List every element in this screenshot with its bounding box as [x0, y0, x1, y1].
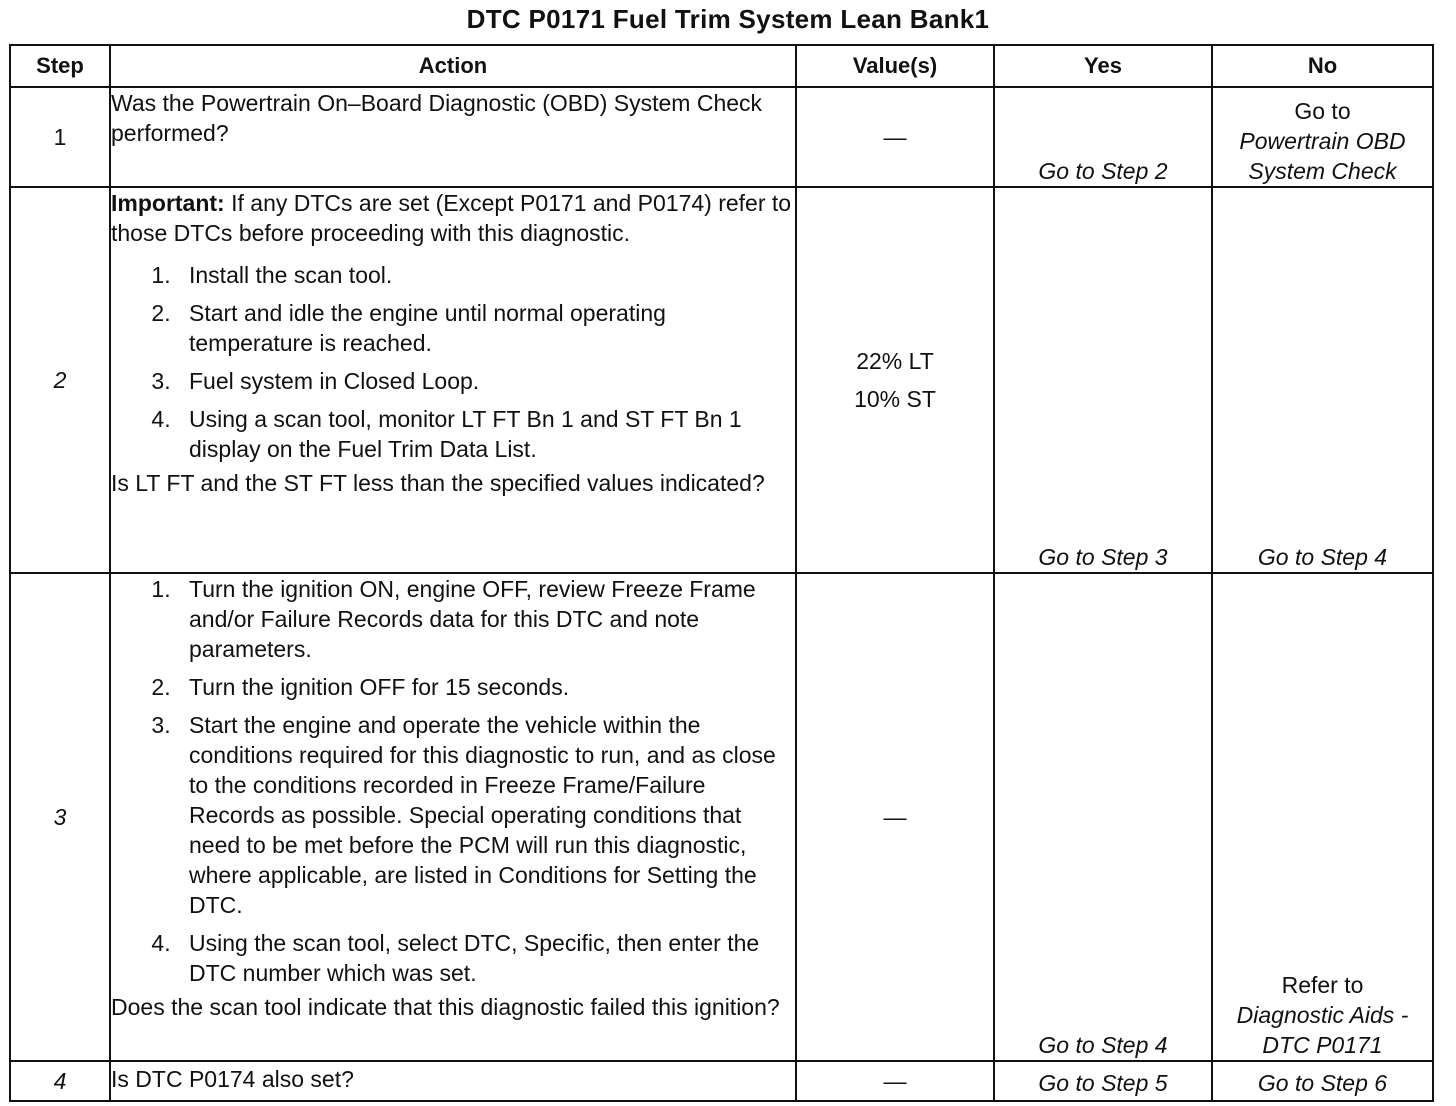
- table-row-step-2: [10, 187, 1433, 573]
- no-prefix: Refer to: [1281, 972, 1364, 998]
- no-link[interactable]: Go to Step 4: [1212, 187, 1433, 573]
- column-header-values: Value(s): [796, 45, 994, 87]
- value-cell: —: [796, 1061, 994, 1101]
- list-item: 3. Fuel system in Closed Loop.: [177, 366, 795, 396]
- value-cell: —: [796, 573, 994, 1061]
- action-question: Does the scan tool indicate that this diagnostic failed this ignition?: [111, 994, 780, 1020]
- yes-link[interactable]: Go to Step 2: [994, 87, 1212, 187]
- table-header-row: [10, 45, 1433, 87]
- procedure-list: [111, 574, 795, 988]
- no-cell: [1212, 87, 1433, 187]
- no-link[interactable]: Powertrain OBD System Check: [1239, 128, 1406, 184]
- yes-link[interactable]: Go to Step 3: [994, 187, 1212, 573]
- action-cell: [110, 87, 796, 187]
- step-number: 2: [10, 187, 110, 573]
- action-question: Was the Powertrain On–Board Diagnostic (OBD) System Check performed?: [111, 90, 763, 146]
- action-cell: [110, 573, 796, 1061]
- column-header-step: Step: [10, 45, 110, 87]
- diagnostic-table: [9, 44, 1434, 1102]
- table-row-step-1: [10, 87, 1433, 187]
- yes-link[interactable]: Go to Step 5: [994, 1061, 1212, 1101]
- important-text: If any DTCs are set (Except P0171 and P0174) refer to those DTCs before proceeding with this diagnostic.: [111, 190, 792, 246]
- important-note: [111, 188, 795, 248]
- list-item: 1. Turn the ignition ON, engine OFF, review Freeze Frame and/or Failure Records data for this DTC and note parameters.: [177, 574, 795, 664]
- value-cell: —: [796, 87, 994, 187]
- list-item: 4. Using the scan tool, select DTC, Specific, then enter the DTC number which was set.: [177, 928, 795, 988]
- step-number: 4: [10, 1061, 110, 1101]
- yes-link[interactable]: Go to Step 4: [994, 573, 1212, 1061]
- step-number: 1: [10, 87, 110, 187]
- no-link[interactable]: Diagnostic Aids - DTC P0171: [1236, 1002, 1409, 1058]
- list-item: 1. Install the scan tool.: [177, 260, 795, 290]
- important-label: Important:: [111, 190, 225, 216]
- list-item: 2. Turn the ignition OFF for 15 seconds.: [177, 672, 795, 702]
- no-link[interactable]: Go to Step 6: [1212, 1061, 1433, 1101]
- page-title: DTC P0171 Fuel Trim System Lean Bank1: [466, 4, 990, 34]
- step-number: 3: [10, 573, 110, 1061]
- table-row-step-4: [10, 1061, 1433, 1101]
- column-header-yes: Yes: [994, 45, 1212, 87]
- list-item: 3. Start the engine and operate the vehicle within the conditions required for this diagnostic to run, and as close to the conditions recorded in Freeze Frame/Failure Records as possible. Special operating conditions that need to be met before the PCM will run this diagnostic, where applicable, are listed in Conditions for Setting the DTC.: [177, 710, 795, 920]
- value-st: 10% ST: [854, 386, 936, 412]
- procedure-list: [111, 260, 795, 464]
- action-question: Is DTC P0174 also set?: [111, 1066, 354, 1092]
- list-item: 2. Start and idle the engine until normal operating temperature is reached.: [177, 298, 795, 358]
- action-question: Is LT FT and the ST FT less than the specified values indicated?: [111, 470, 765, 496]
- column-header-no: No: [1212, 45, 1433, 87]
- column-header-action: Action: [110, 45, 796, 87]
- value-lt: 22% LT: [856, 348, 934, 374]
- list-item: 4. Using a scan tool, monitor LT FT Bn 1 and ST FT Bn 1 display on the Fuel Trim Data List.: [177, 404, 795, 464]
- no-cell: [1212, 573, 1433, 1061]
- no-prefix: Go to: [1294, 98, 1351, 124]
- action-cell: [110, 187, 796, 573]
- action-cell: [110, 1061, 796, 1101]
- table-row-step-3: [10, 573, 1433, 1061]
- value-cell: [796, 187, 994, 573]
